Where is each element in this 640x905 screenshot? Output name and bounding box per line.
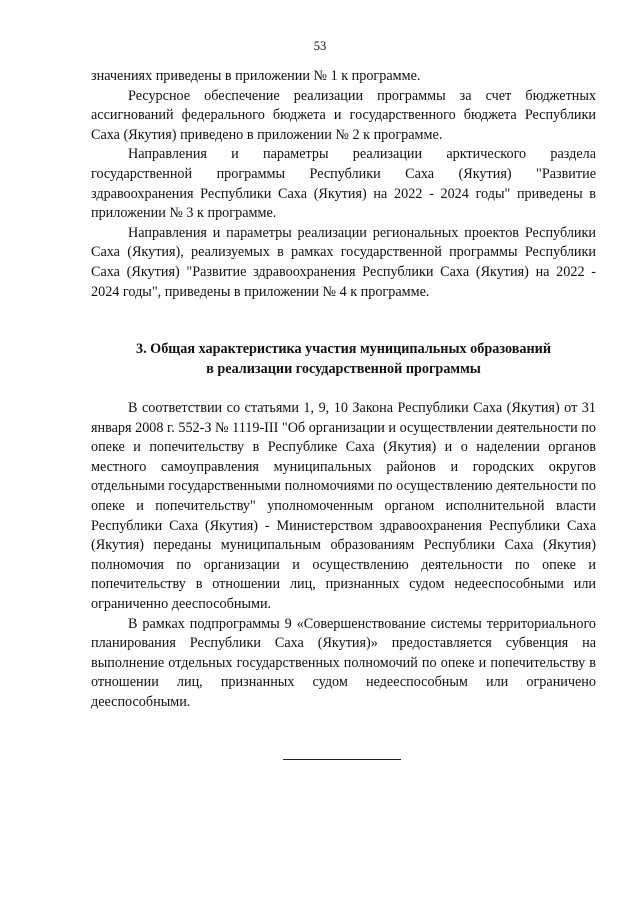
paragraph-subprogram-9: В рамках подпрограммы 9 «Совершенствование системы территориального планирования Республики Саха (Якутия)» предоставляется субвенция на выполнение отдельных государственных полномочий по опеке и попечительству в отношении лиц, признанных судом недееспособным или ограничено дееспособными.: [91, 615, 596, 710]
paragraph-resource-provision: Ресурсное обеспечение реализации программы за счет бюджетных ассигнований федерального бюджета и государственного бюджета Республики Саха (Якутия) приведено в приложении № 2 к программе.: [91, 87, 596, 143]
section-text-block: [91, 399, 596, 713]
page-number: 53: [313, 39, 327, 53]
paragraph-law-reference: В соответствии со статьями 1, 9, 10 Закона Республики Саха (Якутия) от 31 января 2008 г. 552-З № 1119-III "Об организации и осуществлении деятельности по опеке и попечительству в Республике Саха (Якутия) и о наделении органов местного самоуправления муниципальных районов и городских округов отдельными государственными полномочиями по осуществлению деятельности по опеке и попечительству" уполномоченным органом исполнительной власти Республики Саха (Якутия) - Министерством здравоохранения Республики Саха (Якутия) переданы муниципальным образованиям Республики Саха (Якутия) полномочия по организации и осуществлению деятельности по опеке и попечительству в отношении лиц, признанных судом недееспособными или ограниченно дееспособными.: [91, 400, 596, 612]
section-heading-line-1: 3. Общая характеристика участия муниципальных образований: [135, 341, 551, 357]
end-separator-line: [283, 759, 401, 760]
paragraph-regional-projects: Направления и параметры реализации региональных проектов Республики Саха (Якутия), реализуемых в рамках государственной программы Республики Саха (Якутия) "Развитие здравоохранения Республики Саха (Якутия) на 2022 - 2024 годы", приведены в приложении № 4 к программе.: [91, 224, 596, 300]
section-heading-line-2: в реализации государственной программы: [206, 360, 481, 377]
intro-text-block: [91, 67, 596, 302]
paragraph-continuation: значениях приведены в приложении № 1 к программе.: [91, 68, 421, 84]
section-heading: [91, 340, 596, 379]
paragraph-arctic-section: Направления и параметры реализации арктического раздела государственной программы Республики Саха (Якутия) "Развитие здравоохранения Республики Саха (Якутия) на 2022 - 2024 годы" приведены в приложении № 3 к программе.: [91, 146, 596, 222]
